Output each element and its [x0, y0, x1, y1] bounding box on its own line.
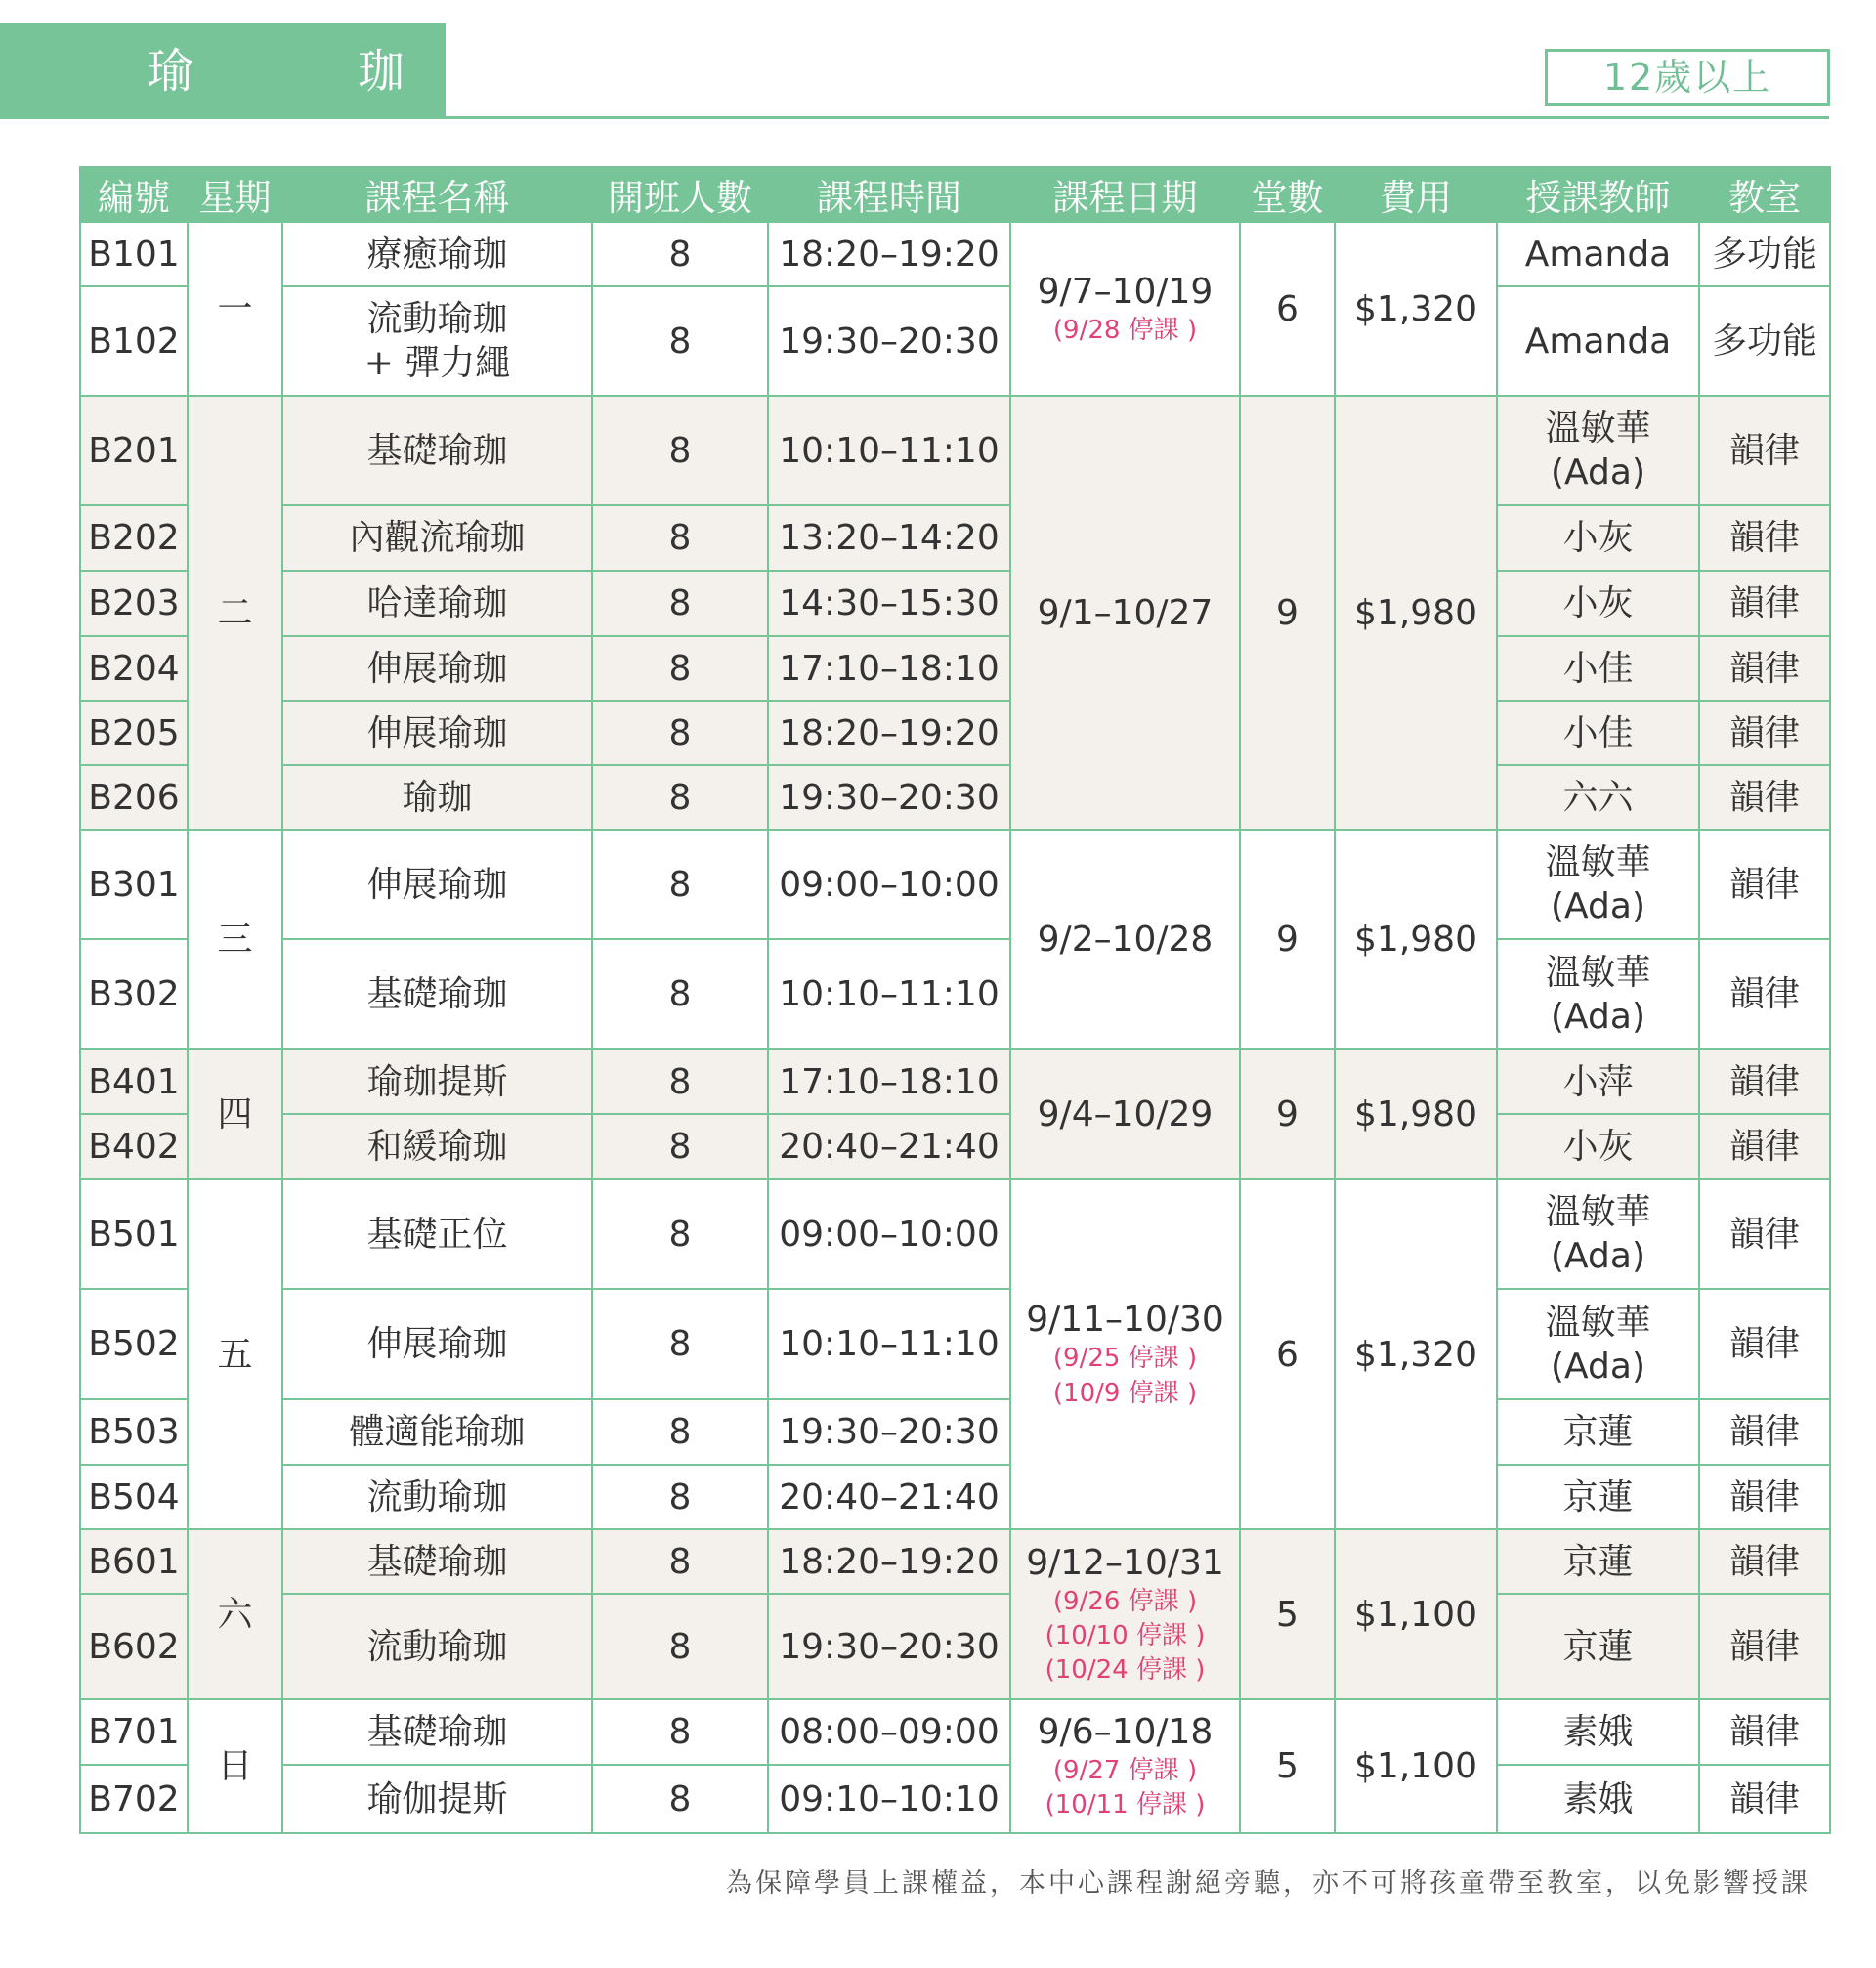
capacity: 8	[592, 939, 768, 1049]
fee: $1,100	[1335, 1529, 1497, 1699]
table-row	[80, 1529, 1830, 1594]
capacity: 8	[592, 1699, 768, 1765]
table-row	[80, 505, 1830, 571]
teacher	[1497, 1179, 1699, 1289]
teacher: 小灰	[1497, 1114, 1699, 1179]
classroom: 韻律	[1699, 939, 1830, 1049]
session-count: 5	[1240, 1699, 1335, 1833]
course-name: 哈達瑜珈	[282, 571, 592, 636]
capacity: 8	[592, 1594, 768, 1699]
teacher: Amanda	[1497, 222, 1699, 286]
class-suspended-note: (9/26 停課 )	[1052, 1586, 1198, 1616]
teacher-line: 溫敏華	[1545, 1192, 1651, 1232]
date-range: 9/2–10/28	[1037, 920, 1214, 960]
col-header-capacity: 開班人數	[592, 167, 768, 222]
course-name: 基礎瑜珈	[282, 396, 592, 505]
capacity: 8	[592, 1114, 768, 1179]
classroom: 韻律	[1699, 1399, 1830, 1465]
teacher: 小萍	[1497, 1049, 1699, 1114]
course-name: 瑜伽提斯	[282, 1765, 592, 1833]
teacher: 京蓮	[1497, 1594, 1699, 1699]
col-header-sessions: 堂數	[1240, 167, 1335, 222]
course-name: 療癒瑜珈	[282, 222, 592, 286]
capacity: 8	[592, 571, 768, 636]
course-code: B401	[80, 1049, 188, 1114]
course-time: 09:10–10:10	[768, 1765, 1010, 1833]
class-suspended-note: (9/27 停課 )	[1052, 1755, 1198, 1785]
course-time: 19:30–20:30	[768, 286, 1010, 396]
classroom: 韻律	[1699, 396, 1830, 505]
capacity: 8	[592, 765, 768, 830]
course-time: 13:20–14:20	[768, 505, 1010, 571]
col-header-course-name: 課程名稱	[282, 167, 592, 222]
teacher: 小佳	[1497, 701, 1699, 765]
session-count: 5	[1240, 1529, 1335, 1699]
classroom: 韻律	[1699, 505, 1830, 571]
course-name: 基礎瑜珈	[282, 1699, 592, 1765]
capacity: 8	[592, 1465, 768, 1529]
teacher-line: 溫敏華	[1545, 842, 1651, 882]
classroom: 韻律	[1699, 1465, 1830, 1529]
course-name: 和緩瑜珈	[282, 1114, 592, 1179]
class-suspended-note: (9/25 停課 )	[1052, 1344, 1198, 1374]
course-code: B702	[80, 1765, 188, 1833]
course-name: 伸展瑜珈	[282, 1289, 592, 1399]
teacher-line: (Ada)	[1551, 886, 1645, 926]
classroom: 韻律	[1699, 1529, 1830, 1594]
course-code: B202	[80, 505, 188, 571]
course-name: 基礎瑜珈	[282, 1529, 592, 1594]
course-code: B301	[80, 830, 188, 939]
course-code: B402	[80, 1114, 188, 1179]
capacity: 8	[592, 830, 768, 939]
fee: $1,980	[1335, 830, 1497, 1049]
classroom: 韻律	[1699, 571, 1830, 636]
course-name: 流動瑜珈	[282, 1465, 592, 1529]
teacher-line: (Ada)	[1551, 996, 1645, 1037]
teacher	[1497, 939, 1699, 1049]
course-name: 伸展瑜珈	[282, 701, 592, 765]
course-code: B204	[80, 636, 188, 701]
table-row	[80, 701, 1830, 765]
course-name: 流動瑜珈	[282, 1594, 592, 1699]
course-code: B102	[80, 286, 188, 396]
session-count: 6	[1240, 1179, 1335, 1529]
weekday: 日	[188, 1699, 282, 1833]
table-row	[80, 396, 1830, 505]
table-row	[80, 1594, 1830, 1699]
table-row	[80, 1765, 1830, 1833]
classroom: 韻律	[1699, 1114, 1830, 1179]
table-row	[80, 1699, 1830, 1765]
capacity: 8	[592, 1529, 768, 1594]
session-count: 9	[1240, 396, 1335, 830]
course-time: 18:20–19:20	[768, 1529, 1010, 1594]
date-range: 9/6–10/18	[1037, 1711, 1214, 1752]
date-range: 9/11–10/30	[1026, 1300, 1224, 1341]
course-name: 瑜珈提斯	[282, 1049, 592, 1114]
table-row	[80, 286, 1830, 396]
teacher: 小灰	[1497, 571, 1699, 636]
teacher: 小佳	[1497, 636, 1699, 701]
table-row	[80, 222, 1830, 286]
fee: $1,320	[1335, 222, 1497, 396]
course-name: 基礎正位	[282, 1179, 592, 1289]
course-time: 17:10–18:10	[768, 1049, 1010, 1114]
course-time: 20:40–21:40	[768, 1465, 1010, 1529]
course-dates	[1010, 1049, 1240, 1179]
table-row	[80, 1179, 1830, 1289]
table-row	[80, 939, 1830, 1049]
capacity: 8	[592, 701, 768, 765]
course-time: 08:00–09:00	[768, 1699, 1010, 1765]
course-code: B203	[80, 571, 188, 636]
course-time: 10:10–11:10	[768, 939, 1010, 1049]
date-range: 9/1–10/27	[1037, 592, 1214, 633]
class-suspended-note: (9/28 停課 )	[1052, 315, 1198, 345]
capacity: 8	[592, 1049, 768, 1114]
classroom: 韻律	[1699, 701, 1830, 765]
capacity: 8	[592, 222, 768, 286]
weekday: 六	[188, 1529, 282, 1699]
teacher: 小灰	[1497, 505, 1699, 571]
course-name: 伸展瑜珈	[282, 636, 592, 701]
date-range: 9/4–10/29	[1037, 1094, 1214, 1134]
capacity: 8	[592, 286, 768, 396]
capacity: 8	[592, 1765, 768, 1833]
teacher-line: 溫敏華	[1545, 408, 1651, 449]
capacity: 8	[592, 1399, 768, 1465]
classroom: 多功能	[1699, 286, 1830, 396]
course-time: 09:00–10:00	[768, 830, 1010, 939]
teacher-line: (Ada)	[1551, 1346, 1645, 1387]
title-divider	[12, 116, 1829, 119]
table-row	[80, 830, 1830, 939]
course-time: 14:30–15:30	[768, 571, 1010, 636]
course-name: 基礎瑜珈	[282, 939, 592, 1049]
course-code: B101	[80, 222, 188, 286]
course-time: 10:10–11:10	[768, 396, 1010, 505]
capacity: 8	[592, 1289, 768, 1399]
teacher: 素娥	[1497, 1699, 1699, 1765]
teacher-line: (Ada)	[1551, 1236, 1645, 1276]
weekday: 五	[188, 1179, 282, 1529]
col-header-teacher: 授課教師	[1497, 167, 1699, 222]
teacher-line: 溫敏華	[1545, 952, 1651, 993]
course-code: B205	[80, 701, 188, 765]
weekday: 四	[188, 1049, 282, 1179]
classroom: 韻律	[1699, 1765, 1830, 1833]
course-time: 19:30–20:30	[768, 1594, 1010, 1699]
course-dates	[1010, 830, 1240, 1049]
course-code: B302	[80, 939, 188, 1049]
teacher-line: 溫敏華	[1545, 1302, 1651, 1343]
teacher: 六六	[1497, 765, 1699, 830]
class-suspended-note: (10/11 停課 )	[1045, 1790, 1206, 1819]
teacher	[1497, 1289, 1699, 1399]
course-code: B201	[80, 396, 188, 505]
col-header-date: 課程日期	[1010, 167, 1240, 222]
capacity: 8	[592, 505, 768, 571]
capacity: 8	[592, 1179, 768, 1289]
course-name: 內觀流瑜珈	[282, 505, 592, 571]
table-row	[80, 1289, 1830, 1399]
classroom: 韻律	[1699, 765, 1830, 830]
course-name-line: + 彈力繩	[363, 343, 511, 383]
course-code: B504	[80, 1465, 188, 1529]
course-dates	[1010, 1529, 1240, 1699]
weekday: 二	[188, 396, 282, 830]
teacher	[1497, 396, 1699, 505]
classroom: 韻律	[1699, 1049, 1830, 1114]
course-schedule-table	[79, 166, 1831, 1834]
course-dates	[1010, 222, 1240, 396]
weekday: 三	[188, 830, 282, 1049]
table-row	[80, 1114, 1830, 1179]
col-header-room: 教室	[1699, 167, 1830, 222]
course-time: 20:40–21:40	[768, 1114, 1010, 1179]
classroom: 韻律	[1699, 1699, 1830, 1765]
teacher: 素娥	[1497, 1765, 1699, 1833]
classroom: 韻律	[1699, 1594, 1830, 1699]
course-code: B501	[80, 1179, 188, 1289]
course-dates	[1010, 396, 1240, 830]
teacher-line: (Ada)	[1551, 452, 1645, 492]
age-badge: 12歲以上	[1545, 49, 1830, 106]
table-row	[80, 765, 1830, 830]
capacity: 8	[592, 396, 768, 505]
table-row	[80, 636, 1830, 701]
table-row	[80, 1399, 1830, 1465]
course-dates	[1010, 1699, 1240, 1833]
course-code: B206	[80, 765, 188, 830]
table-row	[80, 1465, 1830, 1529]
course-code: B502	[80, 1289, 188, 1399]
weekday: 一	[188, 222, 282, 396]
course-time: 19:30–20:30	[768, 765, 1010, 830]
course-code: B601	[80, 1529, 188, 1594]
classroom: 韻律	[1699, 830, 1830, 939]
course-name: 伸展瑜珈	[282, 830, 592, 939]
fee: $1,980	[1335, 396, 1497, 830]
col-header-fee: 費用	[1335, 167, 1497, 222]
section-title: 瑜 珈	[147, 44, 464, 99]
classroom: 韻律	[1699, 1179, 1830, 1289]
course-code: B503	[80, 1399, 188, 1465]
course-time: 18:20–19:20	[768, 222, 1010, 286]
session-count: 9	[1240, 830, 1335, 1049]
col-header-code: 編號	[80, 167, 188, 222]
course-name: 瑜珈	[282, 765, 592, 830]
teacher	[1497, 830, 1699, 939]
course-time: 17:10–18:10	[768, 636, 1010, 701]
teacher: 京蓮	[1497, 1529, 1699, 1594]
teacher: Amanda	[1497, 286, 1699, 396]
course-name: 體適能瑜珈	[282, 1399, 592, 1465]
classroom: 多功能	[1699, 222, 1830, 286]
course-time: 10:10–11:10	[768, 1289, 1010, 1399]
session-count: 6	[1240, 222, 1335, 396]
course-time: 19:30–20:30	[768, 1399, 1010, 1465]
class-suspended-note: (10/24 停課 )	[1045, 1655, 1206, 1686]
table-header-row	[80, 167, 1830, 222]
classroom: 韻律	[1699, 1289, 1830, 1399]
footer-note: 為保障學員上課權益，本中心課程謝絕旁聽，亦不可將孩童帶至教室，以免影響授課	[726, 1868, 1811, 1899]
fee: $1,980	[1335, 1049, 1497, 1179]
course-time: 18:20–19:20	[768, 701, 1010, 765]
table-row	[80, 571, 1830, 636]
col-header-time: 課程時間	[768, 167, 1010, 222]
table-row	[80, 1049, 1830, 1114]
fee: $1,320	[1335, 1179, 1497, 1529]
class-suspended-note: (10/10 停課 )	[1045, 1620, 1206, 1650]
course-dates	[1010, 1179, 1240, 1529]
classroom: 韻律	[1699, 636, 1830, 701]
fee: $1,100	[1335, 1699, 1497, 1833]
session-count: 9	[1240, 1049, 1335, 1179]
course-code: B701	[80, 1699, 188, 1765]
date-range: 9/12–10/31	[1026, 1542, 1224, 1583]
date-range: 9/7–10/19	[1037, 271, 1214, 312]
class-suspended-note: (10/9 停課 )	[1052, 1378, 1198, 1408]
course-name	[282, 286, 592, 396]
course-time: 09:00–10:00	[768, 1179, 1010, 1289]
col-header-day: 星期	[188, 167, 282, 222]
teacher: 京蓮	[1497, 1465, 1699, 1529]
course-code: B602	[80, 1594, 188, 1699]
teacher: 京蓮	[1497, 1399, 1699, 1465]
course-name-line: 流動瑜珈	[366, 299, 508, 339]
capacity: 8	[592, 636, 768, 701]
